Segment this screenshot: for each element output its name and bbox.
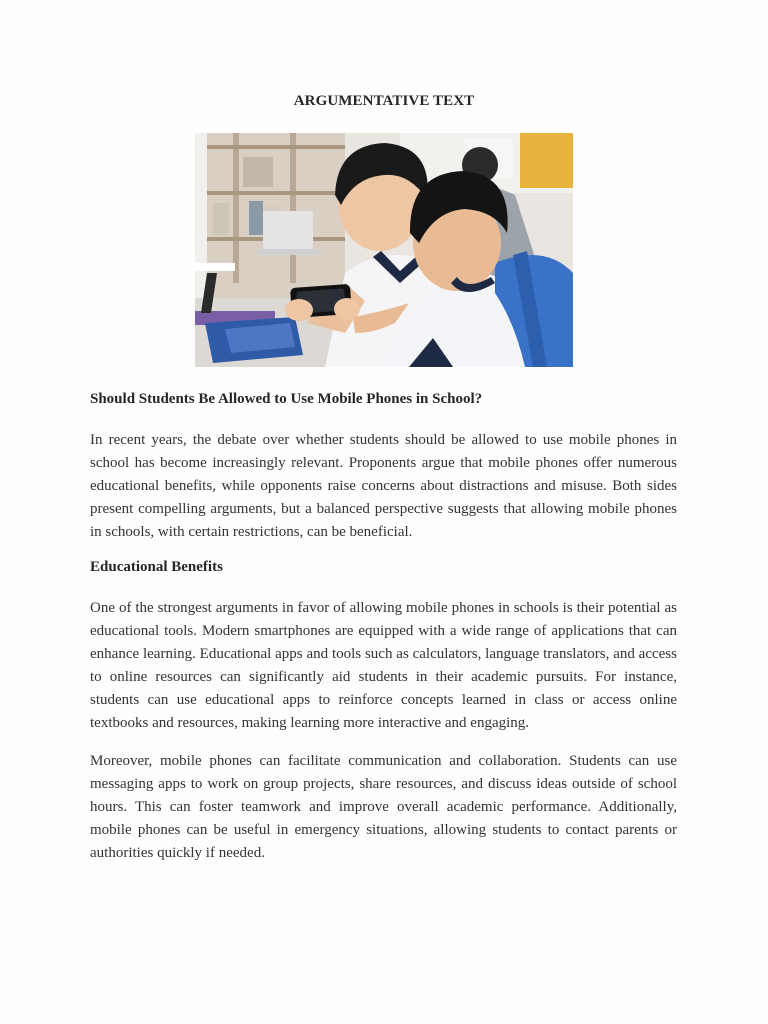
intro-paragraph: In recent years, the debate over whether students should be allowed to use mobile phones in school has become increasingly relevant. Proponents argue that mobile phones offer numerous educational benefits, while opponents raise concerns about distractions and misuse. Both sides present compelling arguments, but a balanced perspective suggests that allowing mobile phones in schools, with certain restrictions, can be beneficial. bbox=[90, 432, 677, 540]
students-phone-photo bbox=[195, 133, 573, 367]
paragraph-communication: Moreover, mobile phones can facilitate communication and collaboration. Students can use messaging apps to work on group projects, share resources, and discuss ideas outside of school hours. This can foster teamwork and improve overall academic performance. Additionally, mobile phones can be useful in emergency situations, allowing students to contact parents or authorities quickly if needed. bbox=[90, 753, 677, 861]
document-title: ARGUMENTATIVE TEXT bbox=[293, 93, 475, 109]
photo-icon bbox=[195, 133, 573, 367]
paragraph-educational-tools: One of the strongest arguments in favor of allowing mobile phones in schools is their potential as educational tools. Modern smartphones are equipped with a wide range of applications that can enhance learning. Educational apps and tools such as calculators, language translators, and access to online resources can significantly aid students in their academic pursuits. For instance, students can use educational apps to reinforce concepts learned in class or access online textbooks and resources, making learning more interactive and engaging. bbox=[90, 600, 677, 731]
section-heading-educational-benefits: Educational Benefits bbox=[90, 559, 223, 575]
question-heading: Should Students Be Allowed to Use Mobile Phones in School? bbox=[90, 391, 483, 407]
